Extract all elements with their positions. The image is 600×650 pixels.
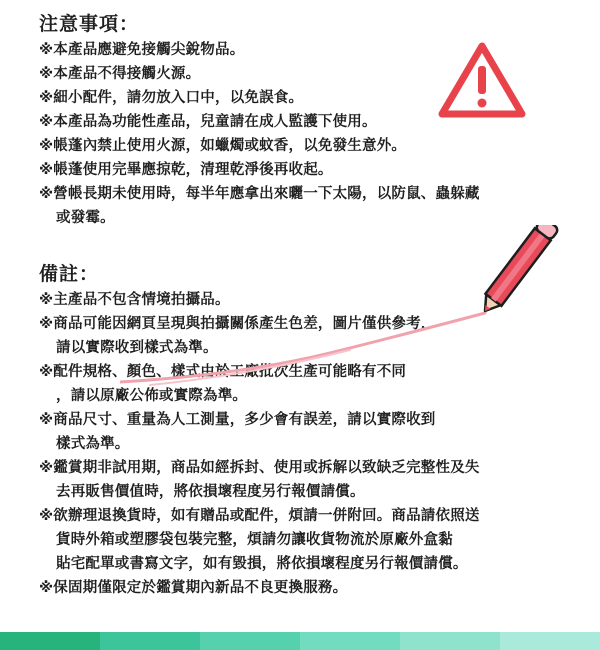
remarks-list: [39, 288, 564, 600]
remark-item: [39, 456, 564, 504]
remarks-title: 備註：: [39, 263, 100, 285]
bar-segment: [0, 632, 100, 650]
remark-item-line: 請以實際收到樣式為準。: [56, 340, 218, 356]
bar-segment: [100, 632, 200, 650]
notice-item-line: 或發霉。: [56, 210, 115, 226]
remark-item-line: ※配件規格、顏色、樣式由於工廠批次生產可能略有不同: [39, 364, 407, 380]
bar-segment: [200, 632, 300, 650]
remark-item-line: ※商品可能因網頁呈現與拍攝關係產生色差，圖片僅供參考，: [39, 316, 436, 332]
notice-item-line: ※細小配件，請勿放入口中，以免誤食。: [39, 90, 304, 106]
remark-item: [39, 576, 564, 600]
bar-segment: [400, 632, 500, 650]
warning-triangle-icon: [437, 40, 527, 120]
notice-item: [39, 158, 564, 182]
bottom-color-bar: [0, 632, 600, 650]
remark-item-line: ，請以原廠公佈或實際為準。: [56, 388, 248, 404]
remark-item: [39, 360, 564, 408]
notice-item: [39, 182, 564, 230]
remark-item-line: 貨時外箱或塑膠袋包裝完整，煩請勿讓收貨物流於原廠外盒黏: [56, 532, 453, 548]
remark-item-line: 貼宅配單或書寫文字，如有毀損，將依損壞程度另行報價請償。: [56, 556, 468, 572]
notice-item-line: ※本產品為功能性產品，兒童請在成人監護下使用。: [39, 114, 377, 130]
remark-item-line: 去再販售價值時，將依損壞程度另行報價請償。: [56, 484, 365, 500]
remark-item: [39, 288, 564, 312]
remark-item-line: ※保固期僅限定於鑑賞期內新品不良更換服務。: [39, 580, 348, 596]
remark-item: [39, 504, 564, 576]
remark-item: [39, 408, 564, 456]
notice-item-line: ※營帳長期未使用時，每半年應拿出來曬一下太陽，以防鼠、蟲躲藏: [39, 186, 480, 202]
remark-item-line: ※鑑賞期非試用期，商品如經拆封、使用或拆解以致缺乏完整性及失: [39, 460, 480, 476]
remark-item-line: 樣式為準。: [56, 436, 130, 452]
notice-title: 注意事項：: [39, 13, 140, 35]
bar-segment: [300, 632, 400, 650]
notice-item-line: ※帳蓬內禁止使用火源，如蠟燭或蚊香，以免發生意外。: [39, 138, 407, 154]
remark-item-line: ※欲辦理退換貨時，如有贈品或配件，煩請一併附回。商品請依照送: [39, 508, 480, 524]
remark-item-line: ※商品尺寸、重量為人工測量，多少會有誤差，請以實際收到: [39, 412, 436, 428]
notice-item: [39, 134, 564, 158]
notice-item-line: ※帳蓬使用完畢應掠乾，清理乾淨後再收起。: [39, 162, 333, 178]
notice-item-line: ※本產品不得接觸火源。: [39, 66, 201, 82]
notice-item-line: ※本產品應避免接觸尖銳物品。: [39, 42, 245, 58]
remark-item-line: ※主產品不包含情境拍攝品。: [39, 292, 230, 308]
bar-segment: [500, 632, 600, 650]
remark-item: [39, 312, 564, 360]
